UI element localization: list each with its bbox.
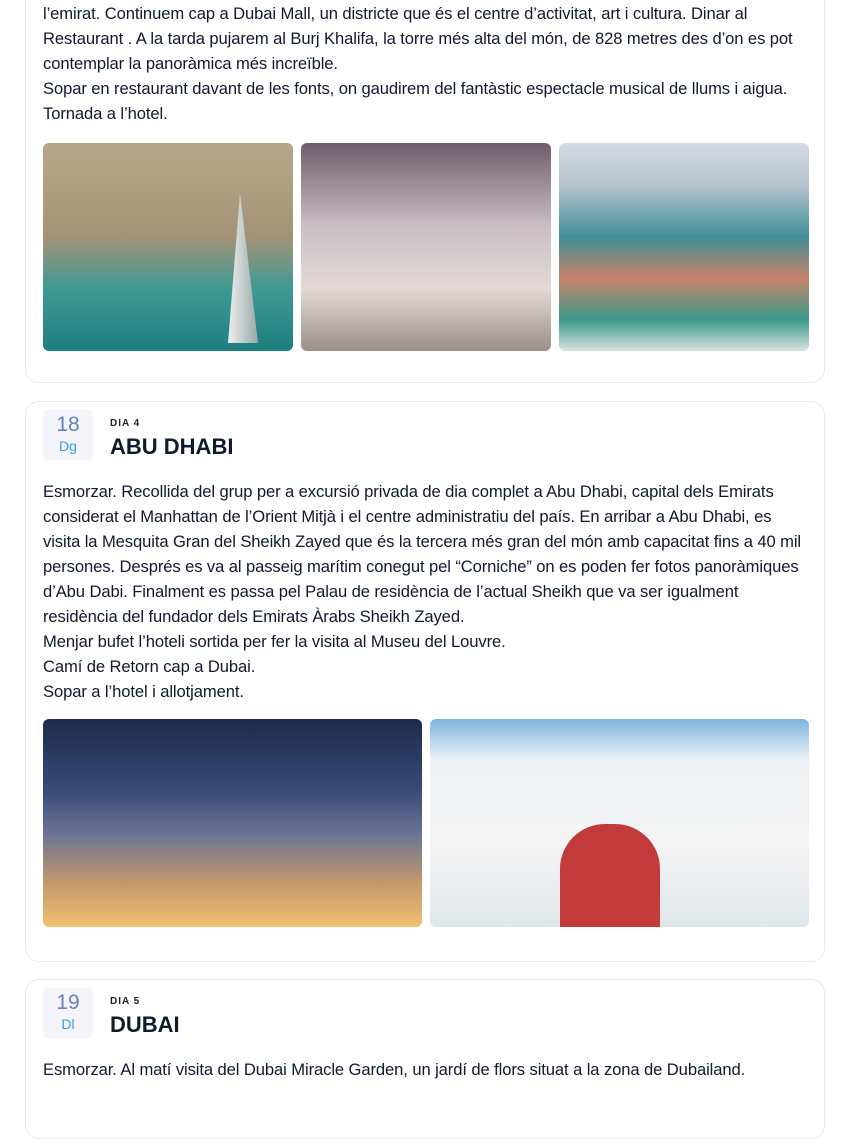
dubai-mall-photo[interactable] xyxy=(301,143,551,351)
photo-gallery xyxy=(43,719,809,927)
photo-gallery xyxy=(43,143,809,351)
day-label: DIA 5 xyxy=(110,996,141,1007)
paragraph: Camí de Retorn cap a Dubai. xyxy=(43,657,256,676)
paragraph: Menjar bufet l’hoteli sortida per fer la visita al Museu del Louvre. xyxy=(43,632,506,651)
atlantis-photo[interactable] xyxy=(559,143,809,351)
mosque-night-photo[interactable] xyxy=(43,719,422,927)
day-card-4 xyxy=(25,401,825,962)
day-description xyxy=(43,1057,813,1082)
paragraph: Sopar en restaurant davant de les fonts, on gaudirem del fantàstic espectacle musical de llums i aigua. Tornada a l’hotel. xyxy=(43,79,788,123)
paragraph: l’emirat. Continuem cap a Dubai Mall, un districte que és el centre d’activitat, art i cultura. Dinar al Restaurant . A la tarda pujarem al Burj Khalifa, la torre més alta del món, de 828 metres des d’on es pot contemplar la panoràmica més increïble. xyxy=(43,4,793,73)
date-badge xyxy=(43,988,93,1038)
date-number: 19 xyxy=(56,991,80,1014)
day-description xyxy=(43,1,813,126)
date-weekday: Dg xyxy=(59,438,77,454)
burj-al-arab-photo[interactable] xyxy=(43,143,293,351)
paragraph: Esmorzar. Al matí visita del Dubai Miracle Garden, un jardí de flors situat a la zona de Dubailand. xyxy=(43,1060,746,1079)
day-description xyxy=(43,479,813,704)
mosque-day-photo[interactable] xyxy=(430,719,809,927)
day-title: ABU DHABI xyxy=(110,434,234,459)
day-label: DIA 4 xyxy=(110,418,141,429)
date-badge xyxy=(43,410,93,460)
date-number: 18 xyxy=(56,413,80,436)
day-card-3 xyxy=(25,0,825,383)
paragraph: Sopar a l’hotel i allotjament. xyxy=(43,682,244,701)
day-card-5 xyxy=(25,979,825,1139)
date-weekday: Dl xyxy=(61,1016,75,1032)
paragraph: Esmorzar. Recollida del grup per a excursió privada de dia complet a Abu Dhabi, capital dels Emirats considerat el Manhattan de l’Orient Mitjà i el centre administratiu del país. En arribar a Abu Dhabi, es visita la Mesquita Gran del Sheikh Zayed que és la tercera més gran del món amb capacitat fins a 40 mil persones. Després es va al passeig marítim conegut pel “Corniche” on es poden fer fotos panoràmiques d’Abu Dabi. Finalment es passa pel Palau de residència de l’actual Sheikh que va ser igualment residència del fundador dels Emirats Àrabs Sheikh Zayed. xyxy=(43,482,802,626)
day-title: DUBAI xyxy=(110,1012,180,1037)
